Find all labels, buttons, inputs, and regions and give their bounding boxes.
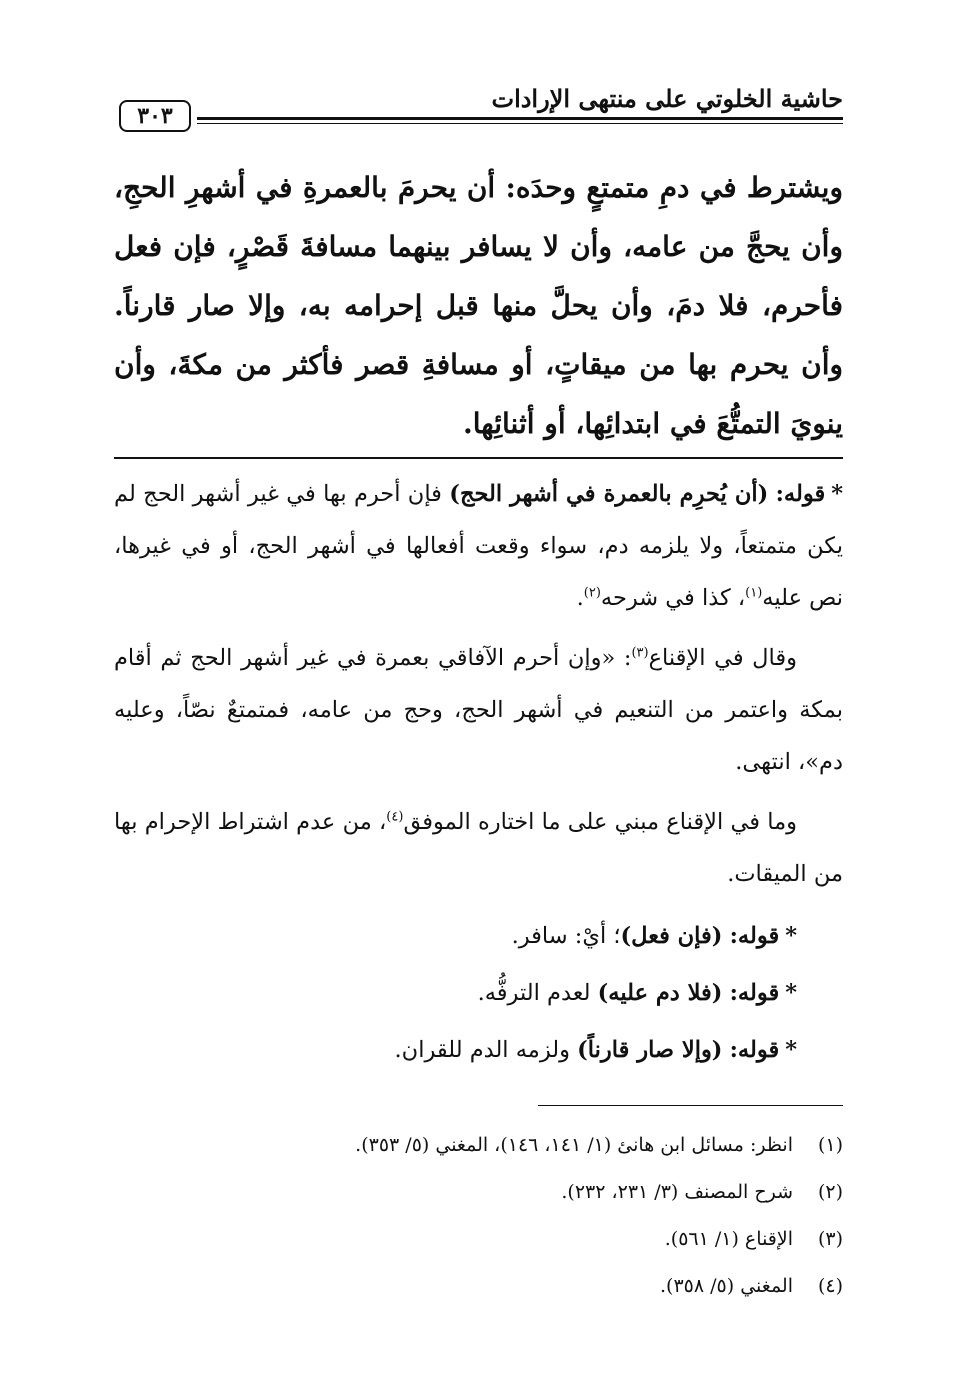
footnote-text: انظر: مسائل ابن هانئ (١/ ١٤١، ١٤٦)، المغني (٥/ ٣٥٣). bbox=[355, 1134, 793, 1156]
main-paragraph: ويشترط في دمِ متمتعٍ وحدَه: أن يحرمَ بالعمرةِ في أشهرِ الحجِ، وأن يحجَّ من عامه، وأن لا يسافر بينهما مسافةَ قَصْرٍ، فإن فعل فأحرم، فلا دمَ، وأن يحلَّ منها قبل إحرامه به، وإلا صار قارناً. وأن يحرم بها من ميقاتٍ، أو مسافةِ قصر فأكثر من مكةَ، وأن ينويَ التمتُّعَ في ابتدائِها، أو أثنائِها. bbox=[114, 171, 844, 440]
note-text: ، كذا في شرحه bbox=[600, 585, 746, 611]
note-text: فإن أحرم بها في غير أشهر الحج لم يكن متمتعاً، ولا يلزمه دم، سواء وقعت أفعالها في أشهر الحج، أو في غيرها، نص عليه bbox=[114, 481, 843, 611]
footnote-text: الإقناع (١/ ٥٦١). bbox=[664, 1228, 793, 1250]
page-number: ٣٠٣ bbox=[119, 100, 191, 132]
short-notes bbox=[114, 908, 843, 1079]
main-text bbox=[114, 158, 843, 453]
footnote-item bbox=[200, 1122, 843, 1169]
qawluh-label: قوله: bbox=[775, 481, 826, 507]
footnote-number: (٤) bbox=[817, 1275, 843, 1297]
star-marker: * bbox=[785, 923, 797, 949]
short-note bbox=[114, 965, 843, 1022]
footnote-number: (٣) bbox=[817, 1228, 843, 1250]
footnote-text: شرح المصنف (٣/ ٢٣١، ٢٣٢). bbox=[561, 1181, 793, 1203]
footnote-ref-3[interactable]: (٣) bbox=[631, 645, 649, 661]
commentary-note-1 bbox=[114, 468, 843, 624]
note-text: ولزمه الدم للقران. bbox=[394, 1037, 578, 1063]
star-marker: * bbox=[831, 481, 843, 507]
note-text: لعدم الترفُّه. bbox=[477, 980, 598, 1006]
footnote-ref-4[interactable]: (٤) bbox=[386, 809, 404, 825]
running-title: حاشية الخلوتي على منتهى الإرادات bbox=[491, 84, 843, 113]
paragraph-text: وما في الإقناع مبني على ما اختاره الموفق bbox=[403, 809, 797, 835]
paragraph-text: ، من عدم اشتراط الإحرام بها من الميقات. bbox=[114, 809, 843, 887]
commentary bbox=[114, 468, 843, 1079]
paragraph-text: : «وإن أحرم الآفاقي بعمرة في غير أشهر الحج ثم أقام بمكة واعتمر من التنعيم في أشهر الحج، وحج من عامه، فمتمتعٌ نصّاً، وعليه دم»، انتهى. bbox=[114, 645, 843, 775]
text-separator bbox=[114, 457, 843, 459]
footnote-number: (٢) bbox=[817, 1181, 843, 1203]
footnote-text: المغني (٥/ ٣٥٨). bbox=[660, 1275, 793, 1297]
footnote-rule bbox=[538, 1105, 843, 1106]
note-text: ؛ أيْ: سافر. bbox=[511, 923, 621, 949]
star-marker: * bbox=[785, 1037, 797, 1063]
footnote-number: (١) bbox=[817, 1134, 843, 1156]
footnotes bbox=[200, 1122, 843, 1310]
quoted-text: (فلا دم عليه) bbox=[597, 980, 723, 1006]
footnote-ref-2[interactable]: (٢) bbox=[583, 585, 601, 601]
footnote-item bbox=[200, 1263, 843, 1310]
short-note bbox=[114, 908, 843, 965]
footnote-item bbox=[200, 1169, 843, 1216]
qawluh-label: قوله: bbox=[729, 923, 780, 949]
quoted-text: (وإلا صار قارناً) bbox=[577, 1037, 723, 1063]
star-marker: * bbox=[785, 980, 797, 1006]
commentary-paragraph-2 bbox=[114, 632, 843, 788]
quoted-text: (أن يُحرِم بالعمرة في أشهر الحج) bbox=[449, 481, 769, 507]
commentary-paragraph-3 bbox=[114, 796, 843, 900]
qawluh-label: قوله: bbox=[729, 1037, 780, 1063]
note-text: . bbox=[576, 585, 584, 611]
footnote-ref-1[interactable]: (١) bbox=[745, 585, 763, 601]
qawluh-label: قوله: bbox=[729, 980, 780, 1006]
paragraph-text: وقال في الإقناع bbox=[648, 645, 797, 671]
footnote-item bbox=[200, 1216, 843, 1263]
header-rule bbox=[197, 117, 843, 124]
quoted-text: (فإن فعل) bbox=[620, 923, 723, 949]
short-note bbox=[114, 1022, 843, 1079]
